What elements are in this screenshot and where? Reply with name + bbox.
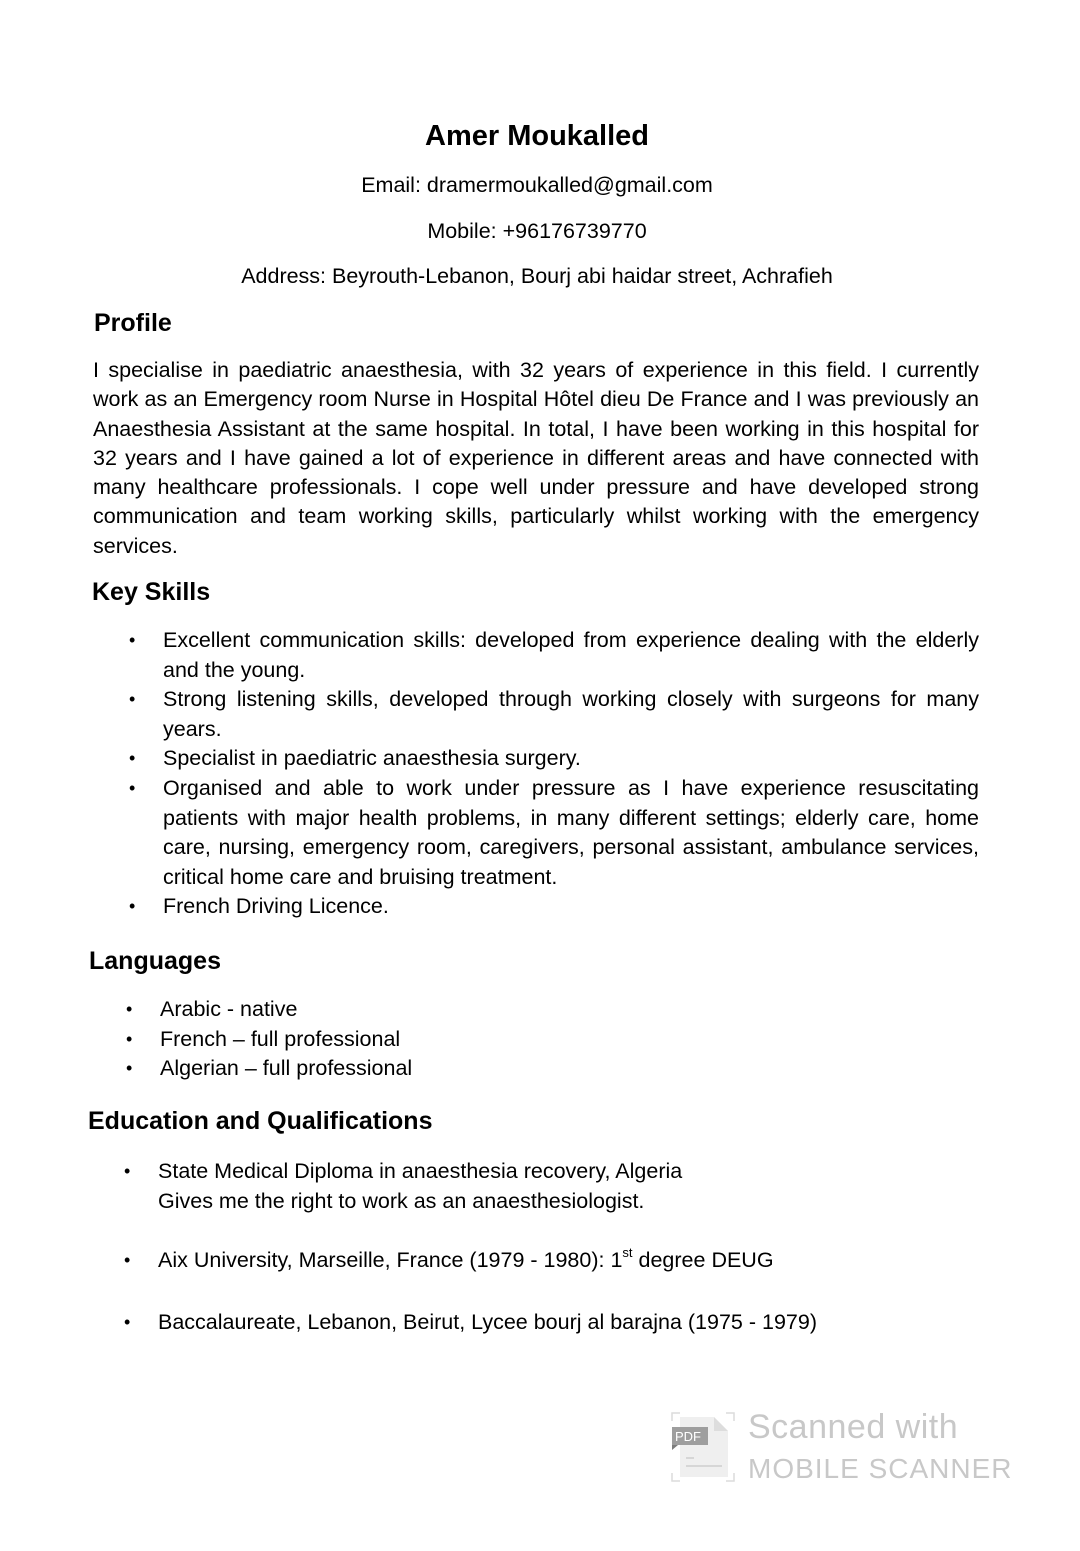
bullet-icon: •	[129, 689, 136, 710]
pdf-document-icon	[670, 1411, 736, 1483]
list-item	[129, 685, 979, 744]
skill-text: Strong listening skills, developed through working closely with surgeons for many years.	[163, 687, 979, 741]
bullet-icon: •	[126, 1028, 133, 1049]
watermark-text-line1: Scanned with	[748, 1408, 959, 1446]
skill-text: Organised and able to work under pressure as I have experience resuscitating patients with major health problems, in many different settings; elderly care, home care, nursing, emergency room, caregivers, personal assistant, ambulance services, critical home care and bruising treatment.	[163, 775, 979, 889]
list-item	[126, 995, 860, 1025]
bullet-icon: •	[124, 1311, 131, 1332]
list-item	[129, 774, 979, 892]
key-skills-list	[129, 626, 979, 922]
language-text: Arabic - native	[160, 997, 298, 1021]
scanner-watermark	[668, 1407, 1028, 1487]
section-heading-education: Education and Qualifications	[88, 1107, 433, 1135]
education-title: Baccalaureate, Lebanon, Beirut, Lycee bourj al barajna (1975 - 1979)	[158, 1309, 817, 1334]
contact-email: Email: dramermoukalled@gmail.com	[361, 173, 713, 197]
education-list	[124, 1157, 978, 1337]
education-degree: degree DEUG	[632, 1248, 774, 1273]
list-item	[129, 626, 979, 685]
bullet-icon: •	[129, 630, 136, 650]
education-detail: Gives me the right to work as an anaesthesiologist.	[158, 1188, 645, 1213]
language-text: Algerian – full professional	[160, 1056, 413, 1081]
list-item	[129, 892, 979, 922]
watermark-text-line2: MOBILE SCANNER	[748, 1453, 1013, 1484]
contact-mobile: Mobile: +96176739770	[427, 219, 647, 243]
list-item	[124, 1245, 978, 1276]
skill-text: Excellent communication skills: developed from experience dealing with the elderly and the young.	[163, 628, 979, 682]
list-item	[124, 1157, 978, 1216]
bullet-icon: •	[126, 999, 133, 1019]
list-item	[126, 1054, 860, 1084]
bullet-icon: •	[124, 1250, 131, 1271]
bullet-icon: •	[124, 1161, 131, 1181]
profile-paragraph: I specialise in paediatric anaesthesia, with 32 years of experience in this field. I currently work as an Emergency room Nurse in Hospital Hôtel dieu De France and I was previously an Anaesthesia Assistant at the same hospital. In total, I have been working in this hospital for 32 years and I have gained a lot of experience in different areas and have connected with many healthcare professionals. I cope well under pressure and have developed strong communication and team working skills, particularly whilst working with the emergency services.	[93, 358, 979, 558]
section-heading-profile: Profile	[94, 309, 172, 337]
list-item	[129, 744, 979, 774]
bullet-icon: •	[129, 896, 136, 917]
language-text: French – full professional	[160, 1026, 401, 1051]
list-item	[126, 1025, 860, 1055]
education-title: Aix University, Marseille, France (1979 - 1980): 1	[158, 1248, 623, 1273]
candidate-name: Amer Moukalled	[425, 120, 649, 152]
skill-text: French Driving Licence.	[163, 894, 389, 919]
bullet-icon: •	[126, 1058, 133, 1079]
section-heading-key-skills: Key Skills	[92, 578, 211, 606]
skill-text: Specialist in paediatric anaesthesia surgery.	[163, 746, 581, 771]
pdf-label: PDF	[675, 1429, 701, 1444]
bullet-icon: •	[129, 748, 136, 769]
section-heading-languages: Languages	[89, 947, 221, 975]
ordinal-suffix: st	[622, 1245, 633, 1261]
contact-address: Address: Beyrouth-Lebanon, Bourj abi haidar street, Achrafieh	[241, 264, 833, 288]
list-item	[124, 1308, 978, 1338]
bullet-icon: •	[129, 777, 136, 798]
education-title: State Medical Diploma in anaesthesia recovery, Algeria	[158, 1159, 683, 1183]
languages-list	[126, 995, 860, 1084]
